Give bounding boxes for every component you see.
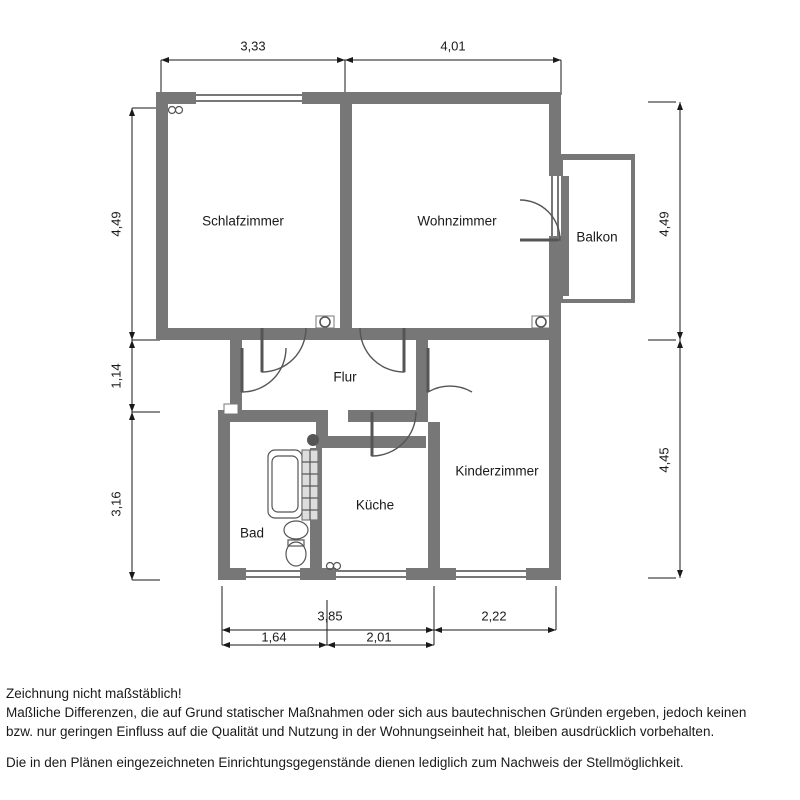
room-label-schlafzimmer: Schlafzimmer bbox=[202, 213, 284, 229]
room-label-kueche: Küche bbox=[355, 497, 395, 513]
dimension-lines-right bbox=[648, 102, 683, 578]
room-label-balkon: Balkon bbox=[576, 229, 618, 245]
dimension-bottom-222: 2,22 bbox=[481, 608, 507, 624]
note-spacer bbox=[6, 741, 786, 753]
dimension-right-445: 4,45 bbox=[656, 447, 672, 473]
disclaimer-notes bbox=[6, 684, 786, 772]
dimension-bottom-201: 2,01 bbox=[366, 629, 392, 645]
room-label-kinderzimmer: Kinderzimmer bbox=[455, 463, 539, 479]
room-label-flur: Flur bbox=[333, 369, 357, 385]
note-paragraph-line-1: Maßliche Differenzen, die auf Grund statischer Maßnahmen oder sich aus bautechnischen Gründen ergeben, jedoch keinen bbox=[6, 705, 747, 720]
dimension-bottom-164: 1,64 bbox=[261, 629, 287, 645]
room-label-wohnzimmer: Wohnzimmer bbox=[417, 213, 497, 229]
dimension-left-114: 1,14 bbox=[108, 363, 124, 389]
dimension-lines-top bbox=[161, 57, 561, 95]
dimension-top-right: 4,01 bbox=[440, 38, 466, 54]
note-paragraph-line-2: bzw. nur geringen Einfluss auf die Qualität und Nutzung in der Wohnungseinheit hat, bleiben ausdrücklich vorbehalten. bbox=[6, 724, 715, 739]
dimension-left-449: 4,49 bbox=[108, 211, 124, 237]
room-label-bad: Bad bbox=[239, 525, 265, 541]
note-footer: Die in den Plänen eingezeichneten Einrichtungsgegenstände dienen lediglich zum Nachweis der Stellmöglichkeit. bbox=[6, 755, 684, 770]
dimension-lines-left bbox=[129, 108, 160, 580]
balcony-structure bbox=[561, 156, 633, 301]
dimension-top-left: 3,33 bbox=[240, 38, 266, 54]
dimension-left-316: 3,16 bbox=[108, 491, 124, 517]
note-heading: Zeichnung nicht maßstäblich! bbox=[6, 686, 182, 701]
dimension-bottom-385: 3,85 bbox=[317, 608, 343, 624]
dimension-right-449: 4,49 bbox=[656, 211, 672, 237]
